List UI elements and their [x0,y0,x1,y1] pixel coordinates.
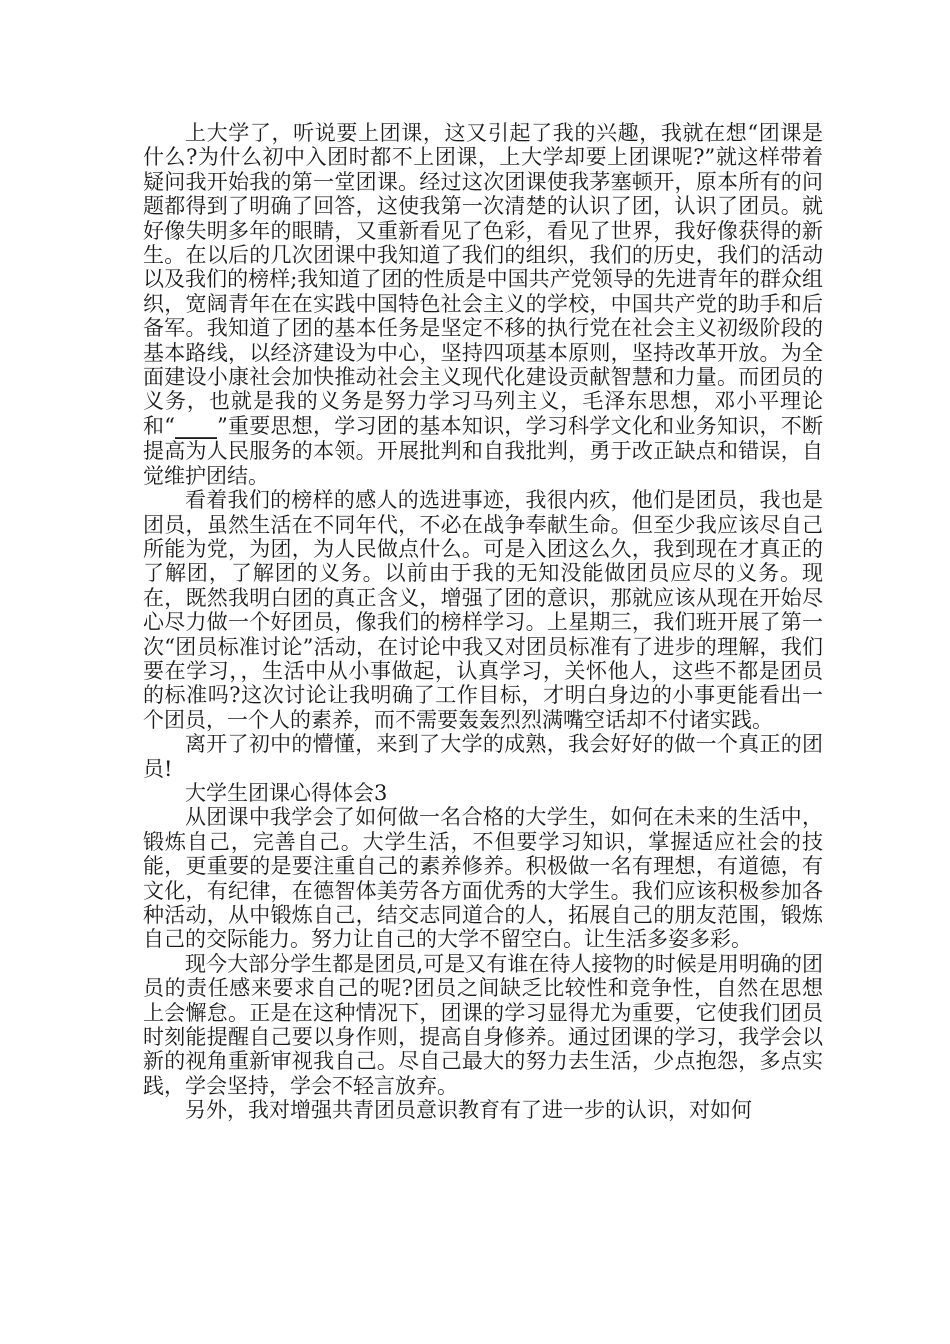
paragraph-5: 现今大部分学生都是团员,可是又有谁在待人接物的时候是用明确的团员的责任感来要求自己的呢?团员之间缺乏比较性和竞争性，自然在思想上会懈怠。正是在这种情况下，团课的学习显得尤为重要，它使我们团员时刻能提醒自己要以身作则，提高自身修养。通过团课的学习，我学会以新的视角重新审视我自己。尽自己最大的努力去生活，少点抱怨，多点实践，学会坚持，学会不轻言放弃。 [143,951,823,1098]
paragraph-3: 离开了初中的懵懂，来到了大学的成熟，我会好好的做一个真正的团员! [143,732,823,781]
document-page [143,121,823,1123]
paragraph-1 [143,121,823,488]
paragraph-6: 另外，我对增强共青团员意识教育有了进一步的认识，对如何 [185,1098,752,1123]
paragraph-2: 看着我们的榜样的感人的选进事迹，我很内疚，他们是团员，我也是团员，虽然生活在不同年代，不必在战争奉献生命。但至少我应该尽自己所能为党，为团，为人民做点什么。可是入团这么久，我到现在才真正的了解团，了解团的义务。以前由于我的无知没能做团员应尽的义务。现在，既然我明白团的真正含义，增强了团的意识，那就应该从现在开始尽心尽力做一个好团员，像我们的榜样学习。上星期三，我们班开展了第一次“团员标准讨论”活动，在讨论中我又对团员标准有了进步的理解，我们要在学习，，生活中从小事做起，认真学习，关怀他人，这些不都是团员的标准吗?这次讨论让我明确了工作目标，才明白身边的小事更能看出一个团员，一个人的素养，而不需要轰轰烈烈满嘴空话却不付诸实践。 [143,488,823,732]
paragraph-1-text-a: 上大学了，听说要上团课，这又引起了我的兴趣，我就在想“团课是什么?为什么初中入团时都不上团课，上大学却要上团课呢?”就这样带着疑问我开始我的第一堂团课。经过这次团课使我茅塞顿开，原本所有的问题都得到了明确了回答，这使我第一次清楚的认识了团，认识了团员。就好像失明多年的眼睛，又重新看见了色彩，看见了世界，我好像获得的新生。在以后的几次团课中我知道了我们的组织，我们的历史，我们的活动以及我们的榜样;我知道了团的性质是中国共产党领导的先进青年的群众组织，宽阔青年在在实践中国特色社会主义的学校，中国共产党的助手和后备军。我知道了团的基本任务是坚定不移的执行党在社会主义初级阶段的基本路线，以经济建设为中心，坚持四项基本原则，坚持改革开放。为全面建设小康社会加快推动社会主义现代化建设贡献智慧和力量。而团员的义务，也就是我的义务是努力学习马列主义，毛泽东思想，邓小平理论和“ [143,121,823,438]
section-heading: 大学生团课心得体会3 [185,780,388,805]
paragraph-1-text-b: ”重要思想，学习团的基本知识，学习科学文化和业务知识，不断提高为人民服务的本领。开展批判和自我批判，勇于改正缺点和错误，自觉维护团结。 [143,413,823,488]
fill-in-blank: ____ [175,413,217,438]
paragraph-4: 从团课中我学会了如何做一名合格的大学生，如何在未来的生活中，锻炼自己，完善自己。大学生活，不但要学习知识，掌握适应社会的技能，更重要的是要注重自己的素养修养。积极做一名有理想，有道德，有文化，有纪律，在德智体美劳各方面优秀的大学生。我们应该积极参加各种活动，从中锻炼自己，结交志同道合的人，拓展自己的朋友范围，锻炼自己的交际能力。努力让自己的大学不留空白。让生活多姿多彩。 [143,805,823,952]
